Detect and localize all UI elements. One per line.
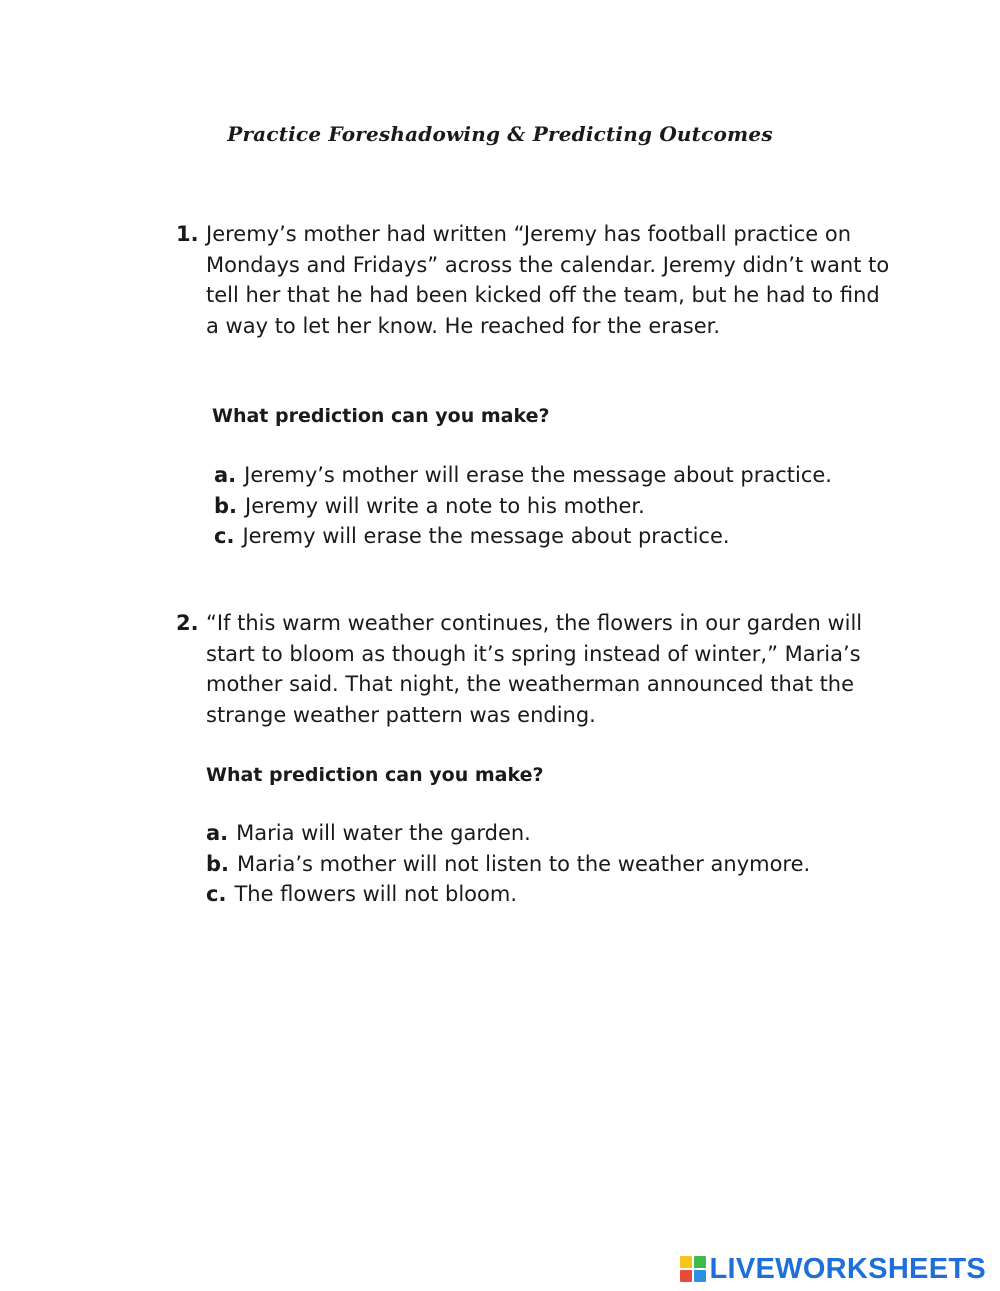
option-c[interactable]	[214, 521, 832, 552]
logo-blocks-icon	[680, 1256, 706, 1282]
option-letter: c.	[214, 524, 235, 548]
option-text: Jeremy will erase the message about practice.	[242, 524, 730, 548]
page-title: Practice Foreshadowing & Predicting Outcomes	[227, 122, 773, 146]
logo-block	[694, 1256, 706, 1268]
logo-block	[680, 1270, 692, 1282]
option-letter: a.	[206, 821, 229, 845]
option-b[interactable]	[214, 491, 832, 522]
question-number: 1.	[176, 222, 199, 246]
option-a[interactable]	[214, 460, 832, 491]
option-text: The flowers will not bloom.	[234, 882, 518, 906]
option-text: Jeremy’s mother will erase the message about practice.	[244, 463, 832, 487]
option-b[interactable]	[206, 849, 810, 880]
question-prompt: What prediction can you make?	[206, 764, 544, 786]
option-c[interactable]	[206, 879, 810, 910]
question-text: “If this warm weather continues, the flowers in our garden will start to bloom as though it’s spring instead of winter,” Maria’s mother said. That night, the weatherman announced that the strange weather pattern was ending.	[206, 611, 863, 727]
option-letter: b.	[214, 493, 238, 518]
question-text: Jeremy’s mother had written “Jeremy has football practice on Mondays and Fridays” across the calendar. Jeremy didn’t want to tell her that he had been kicked off the team, but he had to find a way to let her know. He reached for the eraser.	[206, 222, 890, 338]
logo-block	[694, 1270, 706, 1282]
option-text: Jeremy will write a note to his mother.	[245, 493, 645, 518]
liveworksheets-logo[interactable]	[680, 1252, 987, 1286]
option-list	[206, 818, 810, 910]
logo-block	[680, 1256, 692, 1268]
option-a[interactable]	[206, 818, 810, 849]
question-prompt: What prediction can you make?	[212, 405, 550, 427]
option-letter: c.	[206, 882, 227, 906]
logo-text: LIVEWORKSHEETS	[709, 1252, 986, 1285]
option-text: Maria’s mother will not listen to the weather anymore.	[237, 851, 811, 876]
option-letter: a.	[214, 463, 237, 487]
option-list	[214, 460, 832, 552]
option-letter: b.	[206, 851, 230, 876]
question-number: 2.	[176, 611, 199, 635]
option-text: Maria will water the garden.	[236, 821, 531, 845]
